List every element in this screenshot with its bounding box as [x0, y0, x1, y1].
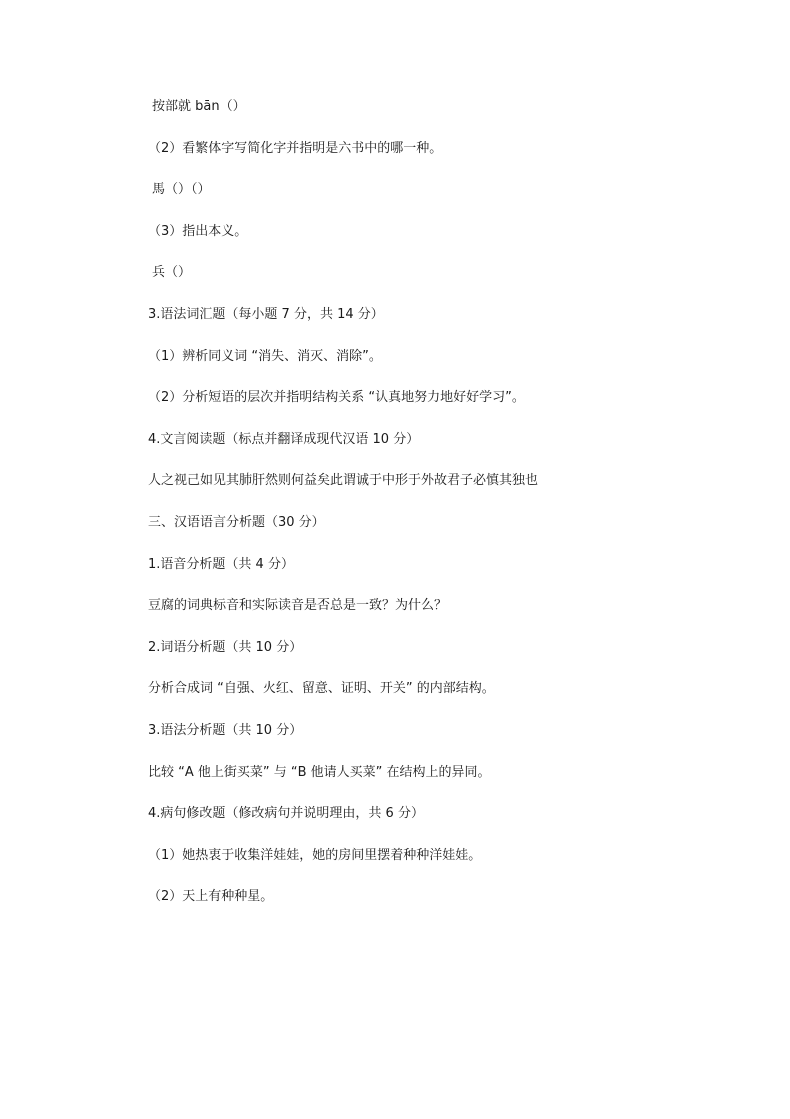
question-item: （1）她热衷于收集洋娃娃，她的房间里摆着种种洋娃娃。 — [148, 848, 482, 863]
classical-text: 人之视己如见其肺肝然则何益矣此谓诚于中形于外故君子必慎其独也 — [148, 473, 539, 488]
question-item: 比较 “A 他上街买菜” 与 “B 他请人买菜” 在结构上的异同。 — [148, 765, 491, 780]
question-item: 按部就 bān（） — [152, 99, 246, 114]
question-item: （3）指出本义。 — [148, 224, 248, 239]
question-item: （2）看繁体字写简化字并指明是六书中的哪一种。 — [148, 141, 443, 156]
section-heading: 4.病句修改题（修改病句并说明理由，共 6 分） — [148, 806, 424, 821]
section-heading: 1.语音分析题（共 4 分） — [148, 557, 294, 572]
section-heading: 3.语法分析题（共 10 分） — [148, 723, 303, 738]
question-item: （2）天上有种种星。 — [148, 889, 274, 904]
question-item: 分析合成词 “自强、火红、留意、证明、开关” 的内部结构。 — [148, 681, 495, 696]
section-heading: 3.语法词汇题（每小题 7 分，共 14 分） — [148, 307, 384, 322]
part-heading: 三、汉语语言分析题（30 分） — [148, 515, 325, 530]
question-item: 兵（） — [152, 265, 192, 280]
question-item: （2）分析短语的层次并指明结构关系 “认真地努力地好好学习”。 — [148, 390, 525, 405]
question-item: （1）辨析同义词 “消失、消灭、消除”。 — [148, 349, 382, 364]
section-heading: 4.文言阅读题（标点并翻译成现代汉语 10 分） — [148, 432, 420, 447]
section-heading: 2.词语分析题（共 10 分） — [148, 640, 303, 655]
question-item: 馬（）（） — [152, 182, 211, 197]
question-item: 豆腐的词典标音和实际读音是否总是一致？为什么？ — [148, 598, 448, 613]
